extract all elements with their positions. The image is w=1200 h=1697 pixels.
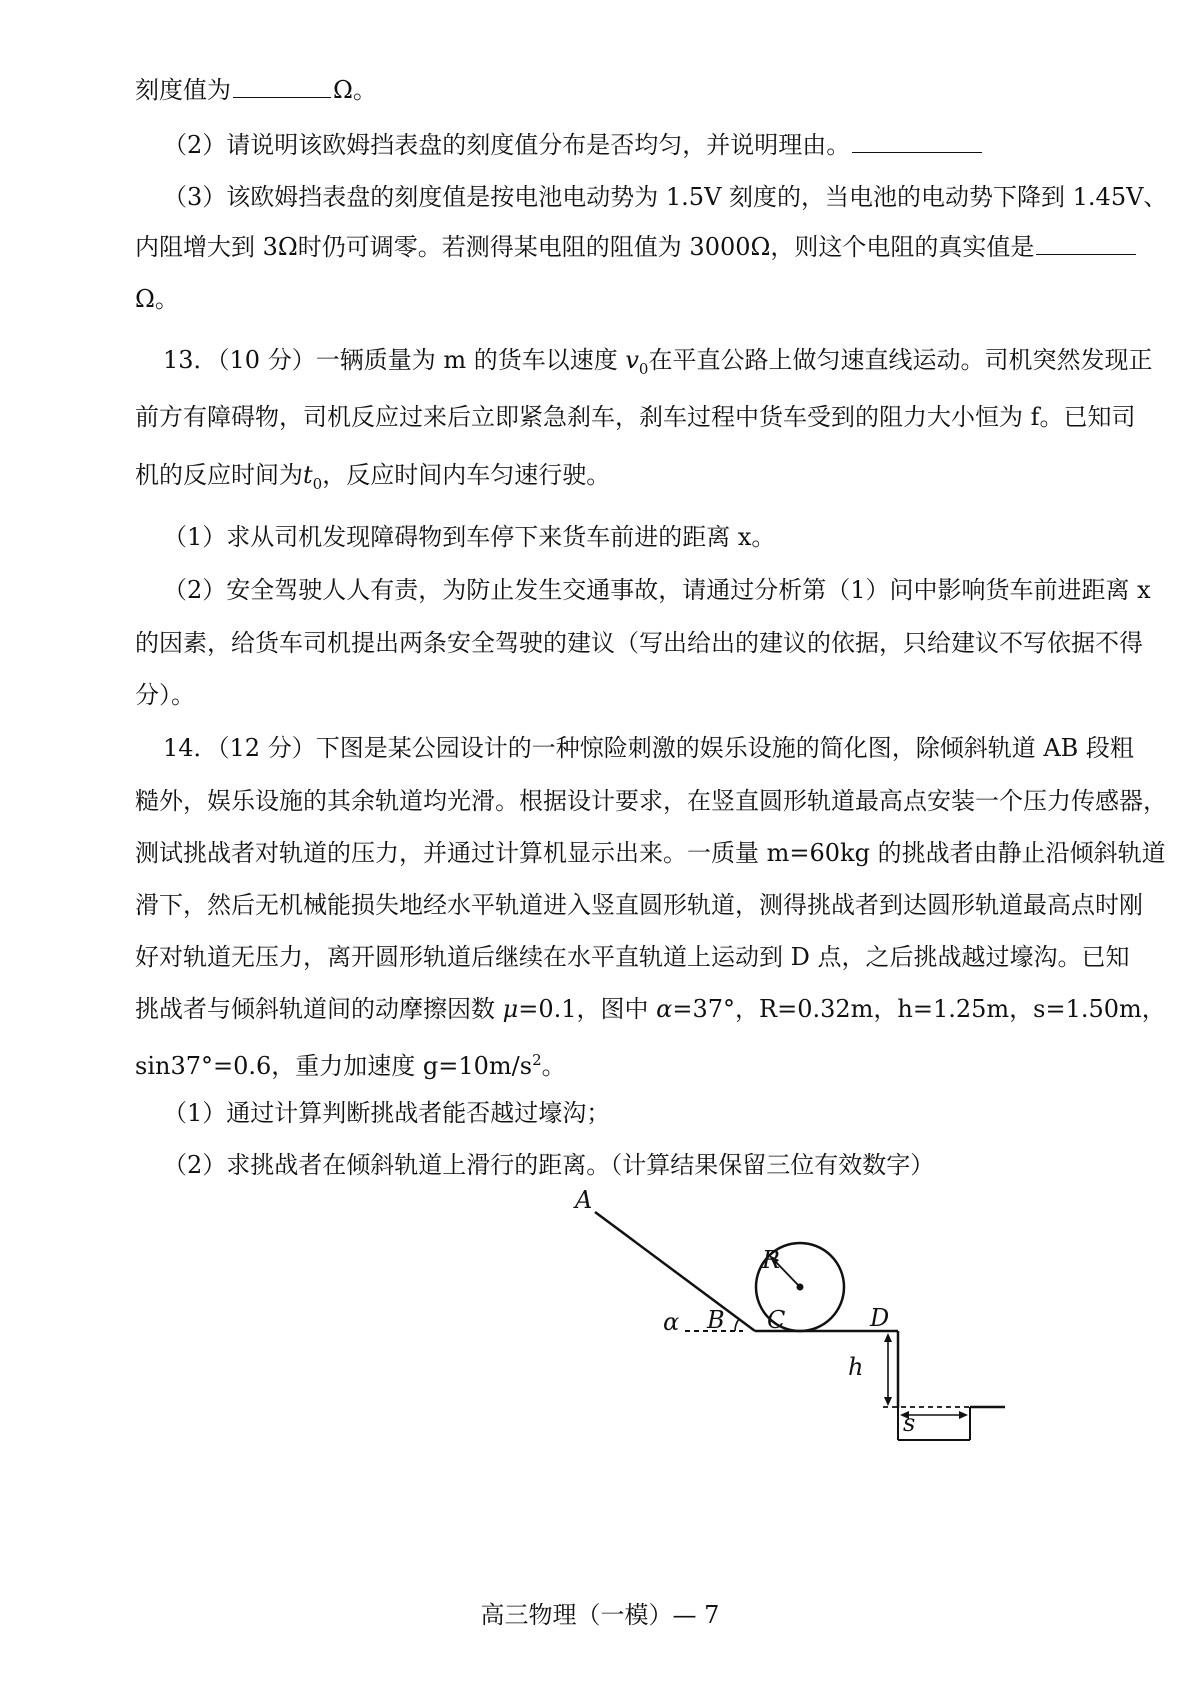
text: =37°，R=0.32m，h=1.25m，s=1.50m，	[672, 995, 1166, 1023]
velocity-symbol: v	[625, 346, 639, 374]
text: 糙外，娱乐设施的其余轨道均光滑。根据设计要求，在竖直圆形轨道最高点安装一个压力传感器，	[135, 787, 1167, 815]
q14-line-6	[135, 994, 1166, 1024]
text: Ω。	[135, 285, 179, 313]
text: 分）。	[135, 681, 195, 709]
text: 测试挑战者对轨道的压力，并通过计算机显示出来。一质量 m=60kg 的挑战者由静止沿倾斜轨道	[135, 839, 1166, 867]
answer-blank	[852, 130, 982, 153]
label-C: C	[767, 1306, 786, 1334]
text: 14．（12 分）下图是某公园设计的一种惊险刺激的娱乐设施的简化图，除倾斜轨道 AB 段粗	[163, 734, 1134, 762]
line-2	[163, 130, 984, 160]
line-3	[163, 182, 1167, 212]
subscript: 0	[638, 359, 649, 378]
superscript: 2	[532, 1051, 542, 1069]
alpha-arc	[735, 1319, 739, 1331]
mu-symbol: μ	[502, 995, 519, 1023]
line-1	[135, 75, 377, 105]
text: 好对轨道无压力，离开圆形轨道后继续在水平直轨道上运动到 D 点，之后挑战越过壕沟。已知	[135, 943, 1130, 971]
subscript: 0	[312, 474, 323, 493]
label-alpha: α	[663, 1308, 680, 1336]
text: 内阻增大到 3Ω时仍可调零。若测得某电阻的阻值为 3000Ω，则这个电阻的真实值是	[135, 233, 1035, 261]
text: 刻度值为	[135, 76, 231, 104]
text: 滑下，然后无机械能损失地经水平轨道进入竖直圆形轨道，测得挑战者到达圆形轨道最高点时刚	[135, 891, 1143, 919]
text: （3）该欧姆挡表盘的刻度值是按电池电动势为 1.5V 刻度的，当电池的电动势下降到 1.45V、	[163, 183, 1168, 211]
answer-blank	[233, 75, 331, 98]
line-5	[135, 284, 179, 314]
h-arrow-bottom	[884, 1397, 892, 1406]
q13-line-2	[135, 402, 1136, 432]
q13-part-1	[163, 522, 775, 552]
q13-part-2-end	[135, 680, 195, 710]
q14-line-4	[135, 890, 1143, 920]
text: 挑战者与倾斜轨道间的动摩擦因数	[135, 995, 503, 1023]
q13-part-2-cont	[135, 628, 1143, 658]
text: （1）通过计算判断挑战者能否越过壕沟；	[163, 1099, 611, 1127]
label-B: B	[707, 1306, 725, 1334]
text: Ω。	[333, 76, 377, 104]
q13-line-3	[135, 460, 610, 499]
text: 13．（10 分）一辆质量为 m 的货车以速度	[163, 346, 626, 374]
q14-line-1	[163, 733, 1134, 763]
alpha-symbol: α	[656, 995, 673, 1023]
q14-line-7	[135, 1045, 566, 1081]
label-A: A	[575, 1186, 593, 1214]
q13-line-1	[163, 345, 1152, 384]
text: 。	[541, 1052, 566, 1080]
time-symbol: t	[303, 461, 313, 489]
label-D: D	[870, 1304, 890, 1332]
label-s: s	[903, 1409, 916, 1437]
text: =0.1，图中	[518, 995, 657, 1023]
text: （2）请说明该欧姆挡表盘的刻度值分布是否均匀，并说明理由。	[163, 131, 851, 159]
text: ，反应时间内车匀速行驶。	[322, 461, 611, 489]
label-h: h	[848, 1353, 864, 1381]
text: 机的反应时间为	[135, 461, 303, 489]
q14-line-3	[135, 838, 1166, 868]
page-footer: 高三物理（一模）— 7	[480, 1601, 720, 1629]
text: 前方有障碍物，司机反应过来后立即紧急刹车，刹车过程中货车受到的阻力大小恒为 f。已知司	[135, 403, 1136, 431]
q14-part-2	[163, 1150, 934, 1180]
text: （2）求挑战者在倾斜轨道上滑行的距离。（计算结果保留三位有效数字）	[163, 1151, 935, 1179]
answer-blank	[1036, 232, 1136, 255]
text: （1）求从司机发现障碍物到车停下来货车前进的距离 x。	[163, 523, 776, 551]
h-arrow-top	[884, 1333, 892, 1342]
q13-part-2	[163, 575, 1151, 605]
text: sin37°=0.6，重力加速度 g=10m/s	[135, 1052, 533, 1080]
text: 的因素，给货车司机提出两条安全驾驶的建议（写出给出的建议的依据，只给建议不写依据不得	[135, 629, 1143, 657]
text: 在平直公路上做匀速直线运动。司机突然发现正	[648, 346, 1153, 374]
q14-line-2	[135, 786, 1167, 816]
label-R: R	[762, 1246, 781, 1274]
q14-line-5	[135, 942, 1130, 972]
q14-part-1	[163, 1098, 610, 1128]
s-arrow-right	[959, 1411, 968, 1419]
text: （2）安全驾驶人人有责，为防止发生交通事故，请通过分析第（1）问中影响货车前进距离 x	[163, 576, 1151, 604]
line-4	[135, 232, 1138, 262]
